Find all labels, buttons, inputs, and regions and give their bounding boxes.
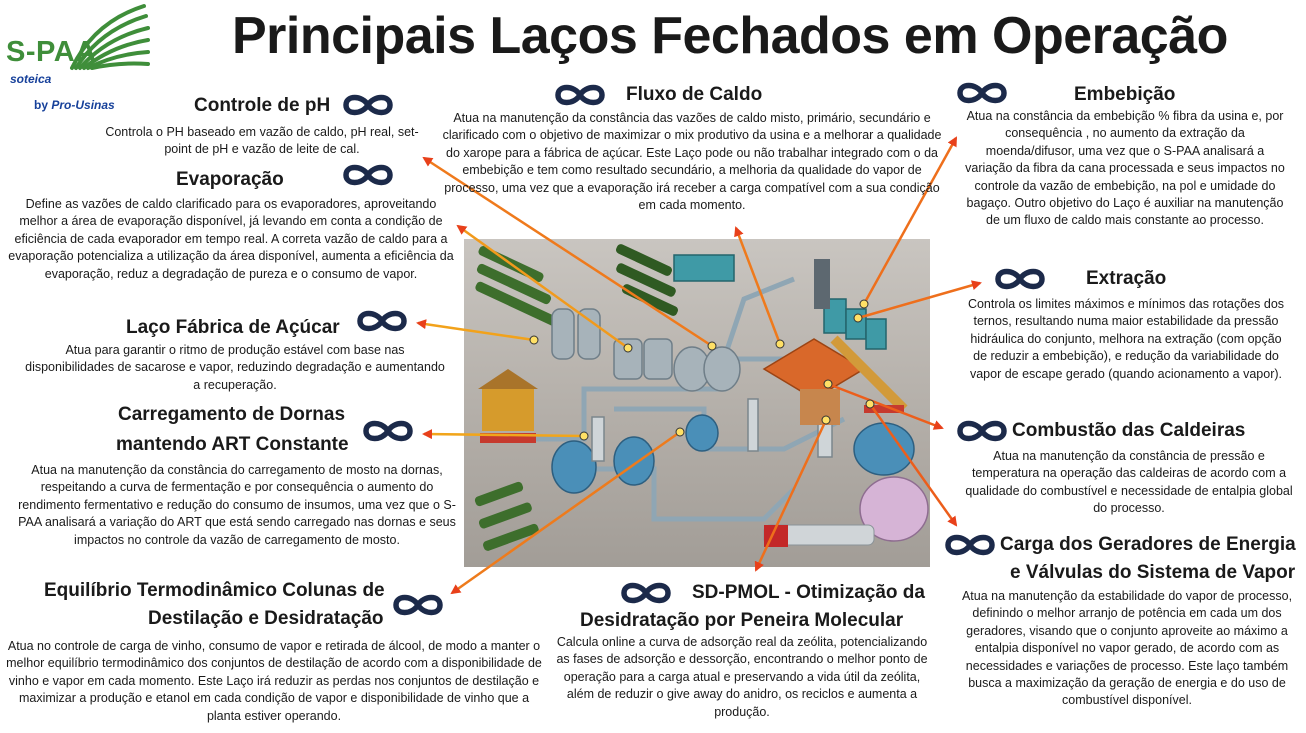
ph-infinity-icon — [342, 92, 394, 118]
embebicao-infinity-icon — [956, 80, 1008, 106]
dornas-title-line2: mantendo ART Constante — [116, 434, 349, 455]
spaa-logo — [2, 2, 152, 114]
plant-illustration — [464, 239, 930, 567]
sdpmol-title-line2: Desidratação por Peneira Molecular — [580, 610, 904, 631]
page-title: Principais Laços Fechados em Operação — [232, 7, 1228, 65]
evaporacao-infinity-icon — [342, 162, 394, 188]
fabrica-text: Atua para garantir o ritmo de produção estável com base nas disponibilidades de sacarose e vapor, reduzindo degradação e aumentando a recuperação. — [25, 343, 445, 392]
caldo-title: Fluxo de Caldo — [626, 84, 763, 105]
sdpmol-infinity-icon — [620, 580, 672, 606]
sdpmol-title-line1: SD-PMOL - Otimização da — [692, 582, 925, 603]
caldo-text: Atua na manutenção da constância das vazões de caldo misto, primário, secundário e clarificado com o objetivo de maximizar o mix produtivo da usina e a melhorar a qualidade do xarope para a fábrica de açúcar. Este Laço pode ou não trabalhar integrado com o da embebição e tem como resultado secundário, a melhoria da qualidade do vapor de processo, uma vez que a evaporação irá receber a carga compatível com a sua condição em cada momento. — [442, 111, 942, 213]
geradores-title-line2: e Válvulas do Sistema de Vapor — [1010, 562, 1296, 583]
dornas-title-line1: Carregamento de Dornas — [118, 404, 346, 425]
caldeiras-infinity-icon — [956, 418, 1008, 444]
geradores-infinity-icon — [944, 532, 996, 558]
ph-title: Controle de pH — [194, 95, 331, 116]
destilacao-infinity-icon — [392, 592, 444, 618]
evaporacao-title: Evaporação — [176, 169, 284, 190]
extracao-text: Controla os limites máximos e mínimos das rotações dos ternos, resultando numa maior estabilidade da pressão hidráulica do conjunto, melhora na extração (com opção de reduzir a embebição), e redução da variabilidade do vapor de escape gerado (quando acionamento a vapor). — [967, 297, 1285, 381]
embebicao-text: Atua na constância da embebição % fibra da usina e, por consequência , no aumento da extração da moenda/difusor, uma vez que o S-PAA analisará a variação da fibra da cana processada e seus impactos no controle da vazão de embebição, na pol e umidade do bagaço. Outro objetivo do Laço é auxiliar na manutenção de um fluxo de caldo mais constante ao processo. — [965, 109, 1285, 228]
logo-by: by Pro-Usinas — [34, 98, 115, 112]
fabrica-title: Laço Fábrica de Açúcar — [126, 317, 340, 338]
destilacao-text: Atua no controle de carga de vinho, consumo de vapor e retirada de álcool, de modo a manter o melhor equilíbrio termodinâmico dos conjuntos de destilação de acordo com a disponibilidade de vinho e vapor em cada momento. Este Laço irá reduzir as perdas nos conjuntos de destilação e maximizar a produção e etanol em cada condição de vapor e disponibilidade de vinho que a planta estiver operando. — [6, 639, 542, 723]
sdpmol-text: Calcula online a curva de adsorção real da zeólita, potencializando as fases de adsorção e dessorção, encontrando o melhor ponto de operação para a carga atual e preservando a vida útil da zeólita, além de reduzir o give away do anidro, os reciclos e aumenta a produção. — [556, 635, 928, 719]
caldeiras-title: Combustão das Caldeiras — [1012, 420, 1246, 441]
plant-3d-image — [464, 239, 930, 567]
destilacao-title-line2: Destilação e Desidratação — [148, 608, 384, 629]
caldeiras-text: Atua na manutenção da constância de pressão e temperatura na operação das caldeiras de acordo com a qualidade do combustível e necessidade de entalpia global do processo. — [965, 449, 1293, 516]
evaporacao-text: Define as vazões de caldo clarificado para os evaporadores, aproveitando melhor a área de evaporação disponível, já levando em conta a condição de eficiência de cada evaporador em tempo real. A correta vazão de caldo para a evaporação potencializa a utilização da área disponível, aumenta a eficiência da evaporação, reduz a degradação de pureza e o consumo de vapor. — [8, 197, 454, 281]
ph-text: Controla o PH baseado em vazão de caldo, pH real, set-point de pH e vazão de leite de cal. — [105, 125, 419, 157]
extracao-infinity-icon — [994, 266, 1046, 292]
dornas-text: Atua na manutenção da constância do carregamento de mosto na dornas, respeitando a curva de fermentação e por consequência o aumento do rendimento fermentativo e redução do consumo de insumos, uma vez que o S-PAA analisará a variação do ART que está sendo carregado nas dornas e seus impactos no controle da vazão de carregamento de mosto. — [18, 463, 456, 547]
destilacao-title-line1: Equilíbrio Termodinâmico Colunas de — [44, 580, 385, 601]
logo-name: S-PAA — [6, 36, 97, 68]
dornas-infinity-icon — [362, 418, 414, 444]
geradores-text: Atua na manutenção da estabilidade do vapor de processo, definindo o melhor arranjo de potência em cada um dos geradores, visando que o conjunto aproveite ao máximo a entalpia disponível no vapor gerado, de acordo com as necessidades e variações de processo. Este laço também busca a maximização da geração de energia e do uso de combustível disponível. — [961, 589, 1293, 708]
fabrica-infinity-icon — [356, 308, 408, 334]
caldo-infinity-icon — [554, 82, 606, 108]
logo-sub: soteica — [10, 72, 52, 86]
extracao-title: Extração — [1086, 268, 1167, 289]
embebicao-title: Embebição — [1074, 84, 1176, 105]
geradores-title-line1: Carga dos Geradores de Energia — [1000, 534, 1296, 555]
